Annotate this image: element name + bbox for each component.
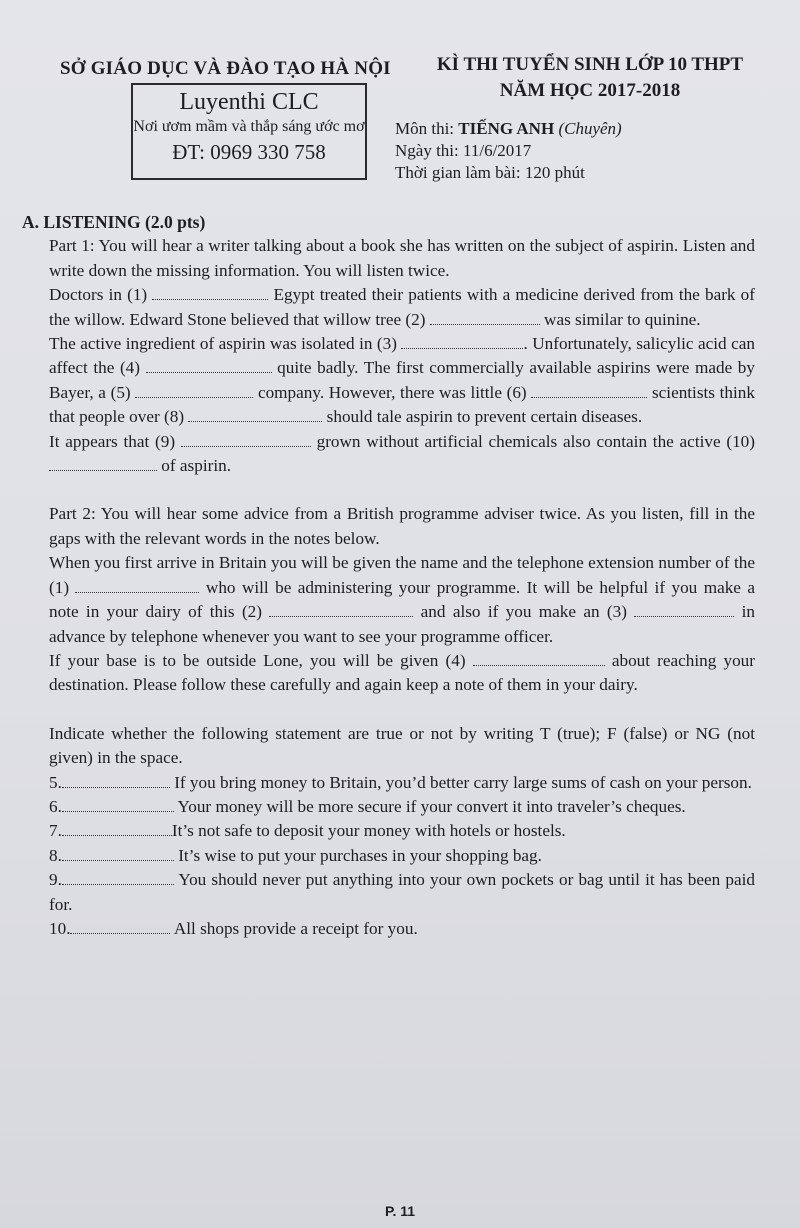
part1-intro: Part 1: You will hear a writer talking about a book she has written on the subject of aspirin. Listen and write down the missing information. You will listen twice. bbox=[49, 236, 755, 280]
part2-paragraph-1: When you first arrive in Britain you will be given the name and the telephone extension number of the (1) who will be administering your programme. It will be helpful if you make a note in your dairy of this (2) and also if you make an (3) in advance by telephone whenever you want to see your programme officer. bbox=[49, 553, 755, 646]
exam-info bbox=[395, 118, 622, 184]
statement-8: 8. It’s wise to put your purchases in your shopping bag. bbox=[49, 845, 542, 865]
blank-8[interactable] bbox=[188, 405, 322, 422]
stamp-name: Luyenthi CLC bbox=[179, 89, 319, 115]
statement-7: 7. It’s not safe to deposit your money with hotels or hostels. bbox=[49, 821, 566, 841]
blank-5[interactable] bbox=[135, 381, 253, 398]
answer-blank-6[interactable] bbox=[62, 795, 174, 812]
school-year: NĂM HỌC 2017-2018 bbox=[499, 80, 681, 101]
part1-paragraph-3: It appears that (9) grown without artificial chemicals also contain the active (10) of aspirin. bbox=[49, 431, 755, 476]
blank-4[interactable] bbox=[146, 356, 272, 373]
department-name: SỞ GIÁO DỤC VÀ ĐÀO TẠO HÀ NỘI bbox=[60, 58, 391, 79]
statement-10: 10. All shops provide a receipt for you. bbox=[49, 918, 418, 938]
part2-blank-1[interactable] bbox=[75, 576, 199, 593]
blank-6[interactable] bbox=[531, 381, 647, 398]
blank-1[interactable] bbox=[152, 283, 268, 300]
exam-header bbox=[410, 52, 770, 104]
part2-blank-2[interactable] bbox=[269, 600, 413, 617]
stamp-slogan: Nơi ươm mầm và thắp sáng ước mơ bbox=[133, 118, 365, 135]
statement-9: 9. You should never put anything into your own pockets or bag until it has been paid for. bbox=[49, 870, 755, 914]
publisher-stamp bbox=[131, 83, 367, 180]
listening-section bbox=[22, 210, 756, 941]
exam-subject: Môn thi: TIẾNG ANH (Chuyên) bbox=[395, 119, 622, 138]
answer-blank-7[interactable] bbox=[62, 819, 172, 836]
blank-2[interactable] bbox=[430, 308, 540, 325]
statement-5: 5. If you bring money to Britain, you’d better carry large sums of cash on your person. bbox=[49, 772, 752, 792]
exam-date: Ngày thi: 11/6/2017 bbox=[395, 141, 532, 160]
stamp-phone: ĐT: 0969 330 758 bbox=[172, 140, 326, 164]
statement-6: 6. Your money will be more secure if your convert it into traveler’s cheques. bbox=[49, 796, 686, 816]
answer-blank-5[interactable] bbox=[62, 771, 170, 788]
blank-9[interactable] bbox=[181, 430, 311, 447]
exam-title: KÌ THI TUYỂN SINH LỚP 10 THPT bbox=[436, 54, 744, 75]
blank-10[interactable] bbox=[49, 454, 157, 471]
exam-duration: Thời gian làm bài: 120 phút bbox=[395, 163, 585, 182]
part2-blank-3[interactable] bbox=[634, 600, 734, 617]
answer-blank-9[interactable] bbox=[62, 868, 174, 885]
part1-paragraph-2: The active ingredient of aspirin was isolated in (3) . Unfortunately, salicylic acid can affect the (4) quite badly. The first commercially available aspirins were made by Bayer, a (5) company. However, there was little (6) scientists think that people over (8) should tale aspirin to prevent certain diseases. bbox=[49, 334, 755, 427]
section-title: A. LISTENING (2.0 pts) bbox=[22, 212, 206, 232]
part2-paragraph-2: If your base is to be outside Lone, you will be given (4) about reaching your destination. Please follow these carefully and again keep a note of them in your dairy. bbox=[49, 650, 756, 695]
part2-blank-4[interactable] bbox=[473, 649, 605, 666]
part1-paragraph-1: Doctors in (1) Egypt treated their patients with a medicine derived from the bark of the willow. Edward Stone believed that willow tree (2) was similar to quinine. bbox=[49, 285, 755, 329]
part2-intro: Part 2: You will hear some advice from a British programme adviser twice. As you listen, fill in the gaps with the relevant words in the notes below. bbox=[49, 504, 755, 548]
true-false-intro: Indicate whether the following statement are true or not by writing T (true); F (false) or NG (not given) in the space. bbox=[49, 723, 755, 768]
answer-blank-10[interactable] bbox=[70, 917, 170, 934]
blank-3[interactable] bbox=[401, 332, 523, 349]
answer-blank-8[interactable] bbox=[62, 844, 174, 861]
page-number: P. 11 bbox=[384, 1203, 416, 1219]
